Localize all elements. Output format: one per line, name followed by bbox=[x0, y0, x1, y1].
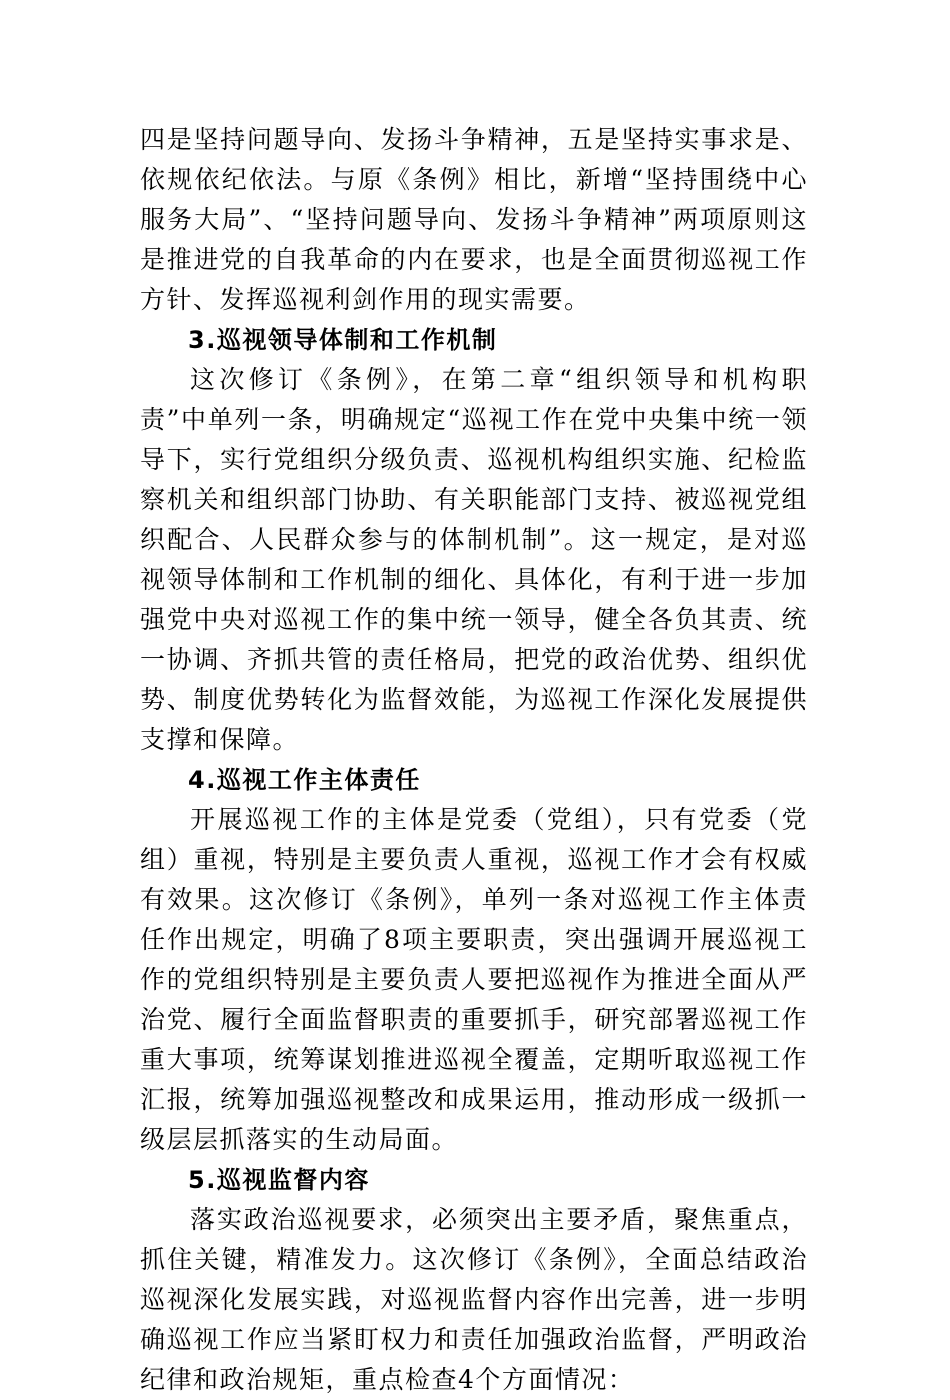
heading-main-responsibility: 4.巡视工作主体责任 bbox=[188, 766, 421, 794]
paragraph-main-responsibility: 开展巡视工作的主体是党委（党组），只有党委（党组）重视，特别是主要负责人重视，巡视工作才会有权威有效果。这次修订《条例》，单列一条对巡视工作主体责任作出规定，明确了8项主要职责，突出强调开展巡视工作的党组织特别是主要负责人要把巡视作为推进全面从严治党、履行全面监督职责的重要抓手，研究部署巡视工作重大事项，统筹谋划推进巡视全覆盖，定期听取巡视工作汇报，统筹加强巡视整改和成果运用，推动形成一级抓一级层层抓落实的生动局面。 bbox=[140, 805, 808, 1154]
paragraph-supervision-content: 落实政治巡视要求，必须突出主要矛盾，聚焦重点，抓住关键，精准发力。这次修订《条例》，全面总结政治巡视深化发展实践，对巡视监督内容作出完善，进一步明确巡视工作应当紧盯权力和责任加强政治监督，严明政治纪律和政治规矩，重点检查4个方面情况： bbox=[140, 1205, 808, 1394]
paragraph-leadership-system: 这次修订《条例》，在第二章“组织领导和机构职责”中单列一条，明确规定“巡视工作在党中央集中统一领导下，实行党组织分级负责、巡视机构组织实施、纪检监察机关和组织部门协助、有关职能部门支持、被巡视党组织配合、人民群众参与的体制机制”。这一规定，是对巡视领导体制和工作机制的细化、具体化，有利于进一步加强党中央对巡视工作的集中统一领导，健全各负其责、统一协调、齐抓共管的责任格局，把党的政治优势、组织优势、制度优势转化为监督效能，为巡视工作深化发展提供支撑和保障。 bbox=[140, 365, 808, 754]
paragraph-principles: 四是坚持问题导向、发扬斗争精神，五是坚持实事求是、依规依纪依法。与原《条例》相比，新增“坚持围绕中心服务大局”、“坚持问题导向、发扬斗争精神”两项原则这是推进党的自我革命的内在要求，也是全面贯彻巡视工作方针、发挥巡视利剑作用的现实需要。 bbox=[140, 125, 808, 314]
heading-leadership-system: 3.巡视领导体制和工作机制 bbox=[188, 326, 498, 354]
heading-supervision-content: 5.巡视监督内容 bbox=[188, 1166, 370, 1194]
document-body bbox=[140, 120, 808, 1400]
